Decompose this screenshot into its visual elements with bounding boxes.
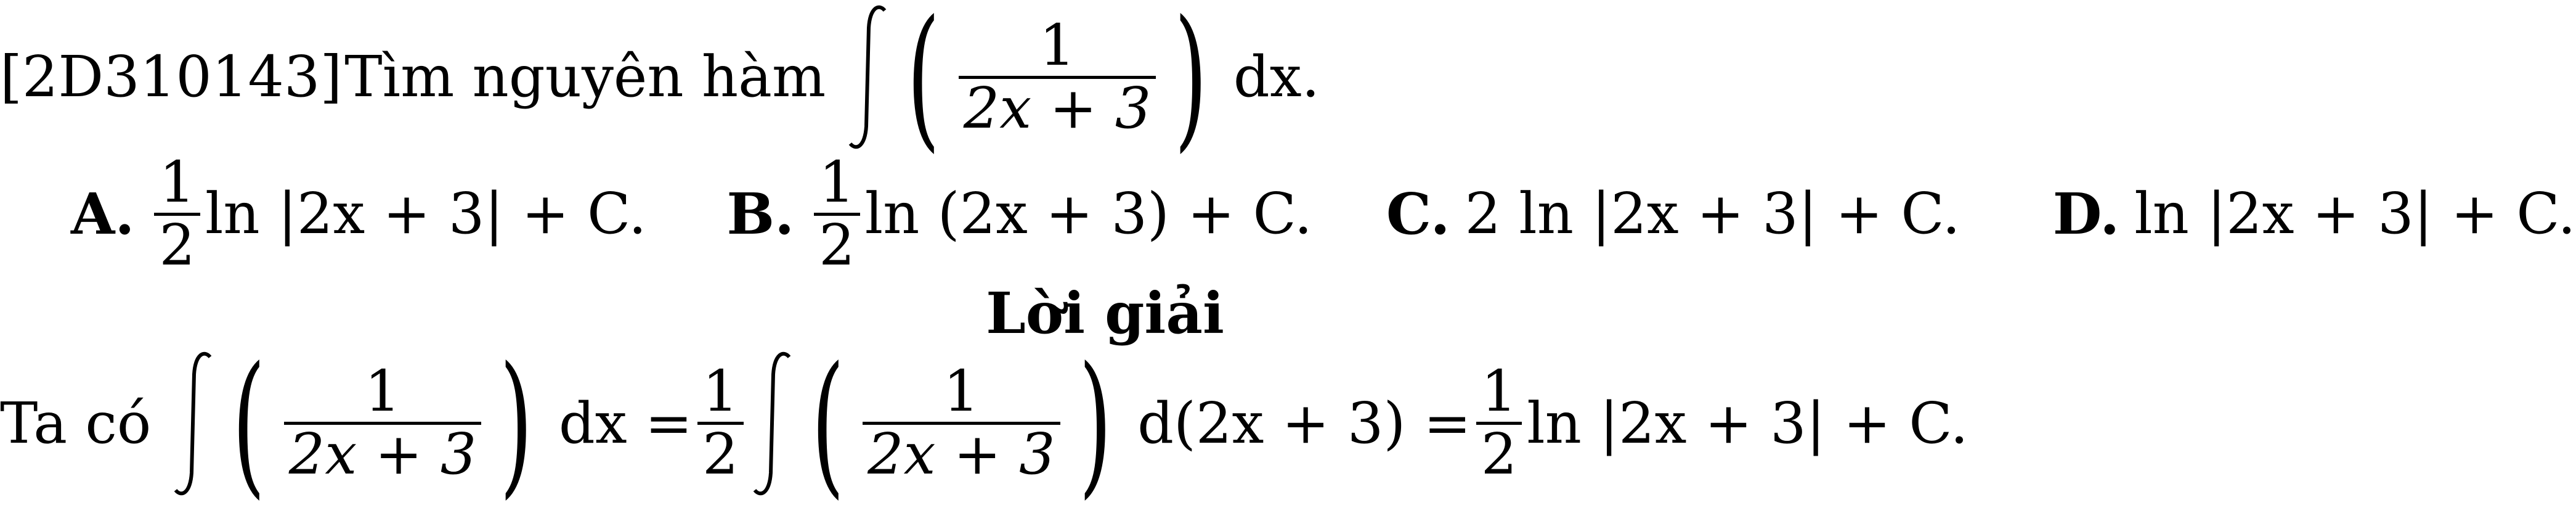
option-b[interactable] — [726, 149, 1312, 278]
option-a-coef — [154, 149, 200, 278]
integrand-denominator: 2x + 3 — [959, 76, 1156, 139]
option-a-coef-num: 1 — [159, 149, 195, 215]
integral-sign-1 — [169, 350, 219, 498]
solution-frac2-num: 1 — [943, 358, 980, 425]
solution-line — [0, 333, 1969, 513]
options-line — [0, 143, 2576, 285]
solution-fraction-1 — [284, 358, 482, 487]
right-paren-2: ) — [1078, 333, 1112, 513]
option-c-expr: 2 ln |2x + 3| + C. — [1465, 181, 1960, 247]
solution-heading: Lời giải — [986, 280, 1224, 347]
solution-coef-num: 1 — [702, 358, 739, 425]
solution-fraction-2 — [863, 358, 1060, 487]
left-paren-1: ( — [232, 333, 266, 513]
left-paren-2: ( — [811, 333, 845, 513]
solution-coef-den: 2 — [697, 422, 744, 485]
integrand-numerator: 1 — [1039, 12, 1076, 78]
right-paren: ) — [1174, 0, 1208, 166]
left-paren: ( — [907, 0, 940, 166]
option-d-expr: ln |2x + 3| + C. — [2134, 181, 2576, 247]
question-differential: dx. — [1233, 44, 1320, 110]
solution-frac1-num: 1 — [364, 358, 401, 425]
solution-diff2: d(2x + 3) = — [1137, 390, 1471, 456]
solution-coef2-num: 1 — [1481, 358, 1518, 425]
solution-frac2-den: 2x + 3 — [863, 422, 1060, 485]
option-a-coef-den: 2 — [154, 213, 200, 276]
integral-sign — [844, 3, 893, 151]
solution-result: ln |2x + 3| + C. — [1527, 390, 1969, 456]
option-a-label: A. — [71, 181, 135, 247]
option-b-label: B. — [726, 181, 795, 247]
question-line — [0, 0, 1320, 166]
option-b-expr: ln (2x + 3) + C. — [864, 181, 1312, 247]
question-prompt: Tìm nguyên hàm — [344, 44, 826, 110]
question-code: [2D310143] — [0, 44, 343, 110]
option-d[interactable] — [2052, 181, 2576, 247]
option-b-coef-num: 1 — [819, 149, 855, 215]
option-d-label: D. — [2052, 181, 2120, 247]
option-c-label: C. — [1386, 181, 1450, 247]
solution-intro: Ta có — [0, 390, 152, 456]
option-c[interactable] — [1386, 181, 1960, 247]
solution-diff1: dx = — [558, 390, 693, 456]
solution-coef — [697, 358, 744, 487]
solution-coef-2 — [1476, 358, 1522, 487]
integral-sign-2 — [749, 350, 798, 498]
solution-coef2-den: 2 — [1476, 422, 1522, 485]
integrand-fraction — [959, 12, 1156, 141]
right-paren-1: ) — [500, 333, 533, 513]
option-b-coef-den: 2 — [814, 213, 860, 276]
option-a-expr: ln |2x + 3| + C. — [205, 181, 647, 247]
option-a[interactable] — [71, 149, 647, 278]
solution-heading-line — [0, 280, 2456, 347]
option-b-coef — [814, 149, 860, 278]
solution-frac1-den: 2x + 3 — [284, 422, 482, 485]
